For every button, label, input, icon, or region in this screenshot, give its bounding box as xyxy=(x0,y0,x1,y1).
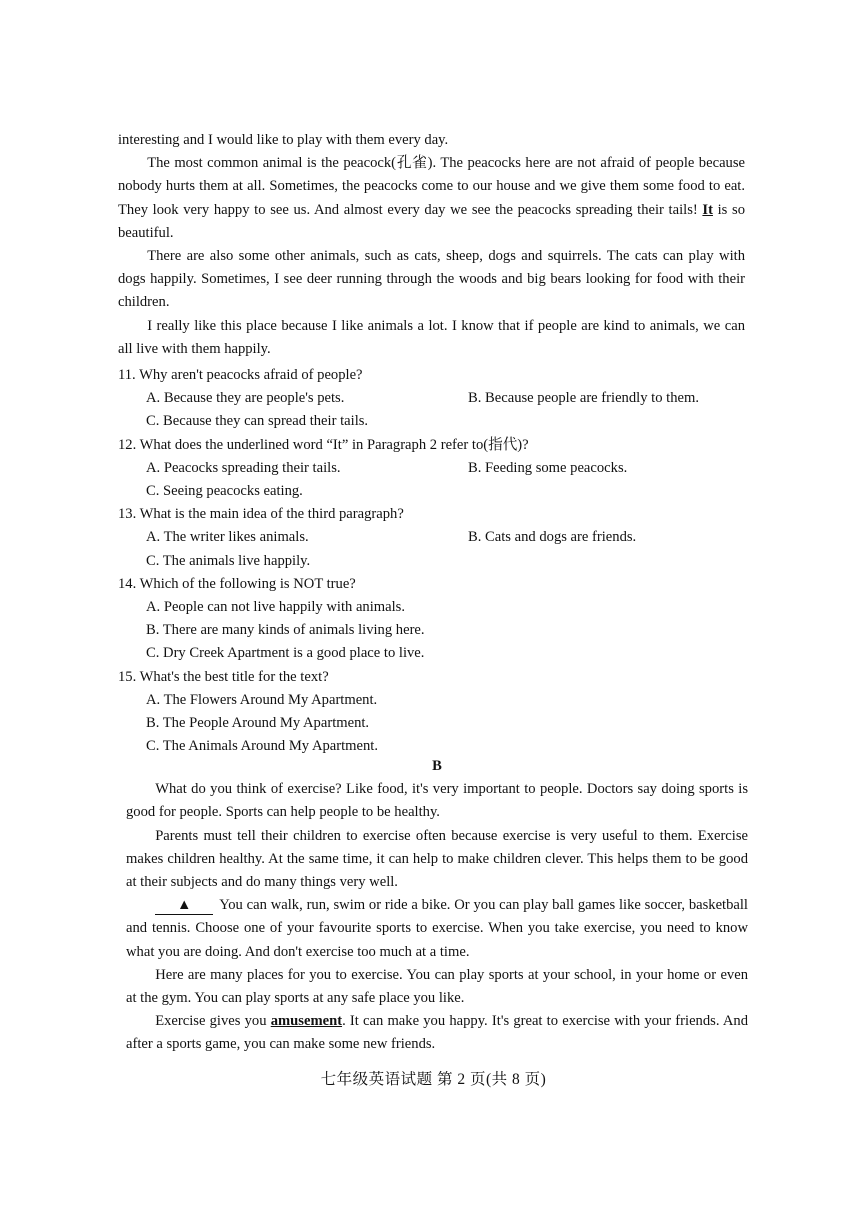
question-stem: 12. What does the underlined word “It” in Paragraph 2 refer to(指代)? xyxy=(118,436,529,453)
passage-b-paragraph-2: Parents must tell their children to exercise often because exercise is very useful to them. Exercise makes children healthy. At the same time, it can help to make children clever. This helps them to be good at their subjects and do many things very well. xyxy=(126,827,748,891)
question-15 xyxy=(118,666,758,759)
question-14 xyxy=(118,573,758,666)
section-heading: B xyxy=(432,758,442,774)
option-b: B. There are many kinds of animals living here. xyxy=(146,622,425,639)
paragraph-2-text-a: The most common animal is the peacock(孔雀). The peacocks here are not afraid of people because nobody hurts them at all. Sometimes, the peacocks come to our house and we give them some food to eat. They look very happy to see us. And almost every day we see the peacocks spreading their tails! xyxy=(118,155,745,218)
option-c: C. Seeing peacocks eating. xyxy=(146,483,303,500)
question-13 xyxy=(118,503,758,573)
option-a: A. People can not live happily with animals. xyxy=(146,599,405,616)
underlined-word-it: It xyxy=(702,201,713,218)
passage-b-paragraph-1: What do you think of exercise? Like food, it's very important to people. Doctors say doing sports is good for people. Sports can help people to be healthy. xyxy=(126,781,748,821)
question-stem: 13. What is the main idea of the third paragraph? xyxy=(118,506,404,523)
question-stem: 15. What's the best title for the text? xyxy=(118,668,329,685)
passage-a-paragraph-4: I really like this place because I like animals a lot. I know that if people are kind to animals, we can all live with them happily. xyxy=(118,317,745,357)
passage-b-paragraph-5 xyxy=(126,1010,748,1056)
passage-a xyxy=(118,129,745,361)
passage-a-paragraph-1-end: interesting and I would like to play with them every day. xyxy=(118,132,449,148)
passage-b-paragraph-3 xyxy=(126,894,748,964)
passage-b xyxy=(126,755,748,1057)
question-stem: 14. Which of the following is NOT true? xyxy=(118,575,356,592)
question-stem: 11. Why aren't peacocks afraid of people? xyxy=(118,367,363,383)
paragraph-5-text-b: . It can make you happy. It's great to exercise with your friends. And after a sports game, you can make some new friends. xyxy=(126,1013,748,1053)
passage-b-paragraph-4: Here are many places for you to exercise. You can play sports at your school, in your home or even at the gym. You can play sports at any safe place you like. xyxy=(126,966,748,1007)
paragraph-2-text-b: is so beautiful. xyxy=(118,201,745,241)
option-c: C. The Animals Around My Apartment. xyxy=(146,738,379,755)
question-11 xyxy=(118,364,758,434)
option-b: B. The People Around My Apartment. xyxy=(146,715,370,732)
option-b: B. Feeding some peacocks. xyxy=(468,459,628,476)
option-a: A. The Flowers Around My Apartment. xyxy=(146,691,378,708)
option-c: C. The animals live happily. xyxy=(146,552,311,569)
option-b: B. Cats and dogs are friends. xyxy=(468,529,637,546)
blank-marker: ▲ xyxy=(155,896,213,915)
option-c: C. Dry Creek Apartment is a good place to live. xyxy=(146,645,425,662)
paragraph-5-text-a: Exercise gives you xyxy=(155,1013,271,1030)
option-c: C. Because they can spread their tails. xyxy=(146,413,369,430)
option-a: A. Peacocks spreading their tails. xyxy=(146,459,341,476)
questions-block xyxy=(118,364,758,758)
passage-a-paragraph-3: There are also some other animals, such as cats, sheep, dogs and squirrels. The cats can play with dogs happily. Sometimes, I see deer running through the woods and big bears looking for food with their children. xyxy=(118,248,745,311)
paragraph-3-text: You can walk, run, swim or ride a bike. Or you can play ball games like soccer, basketball and tennis. Choose one of your favourite sports to exercise. When you take exercise, you need to know what you are doing. And don't exercise too much at a time. xyxy=(126,897,748,960)
passage-a-paragraph-2 xyxy=(118,152,745,245)
underlined-word-amusement: amusement xyxy=(270,1013,343,1030)
page-footer: 七年级英语试题 第 2 页(共 8 页) xyxy=(320,1071,547,1088)
option-a: A. The writer likes animals. xyxy=(146,529,309,546)
option-b: B. Because people are friendly to them. xyxy=(468,390,699,407)
option-a: A. Because they are people's pets. xyxy=(146,390,345,407)
question-12 xyxy=(118,434,758,504)
